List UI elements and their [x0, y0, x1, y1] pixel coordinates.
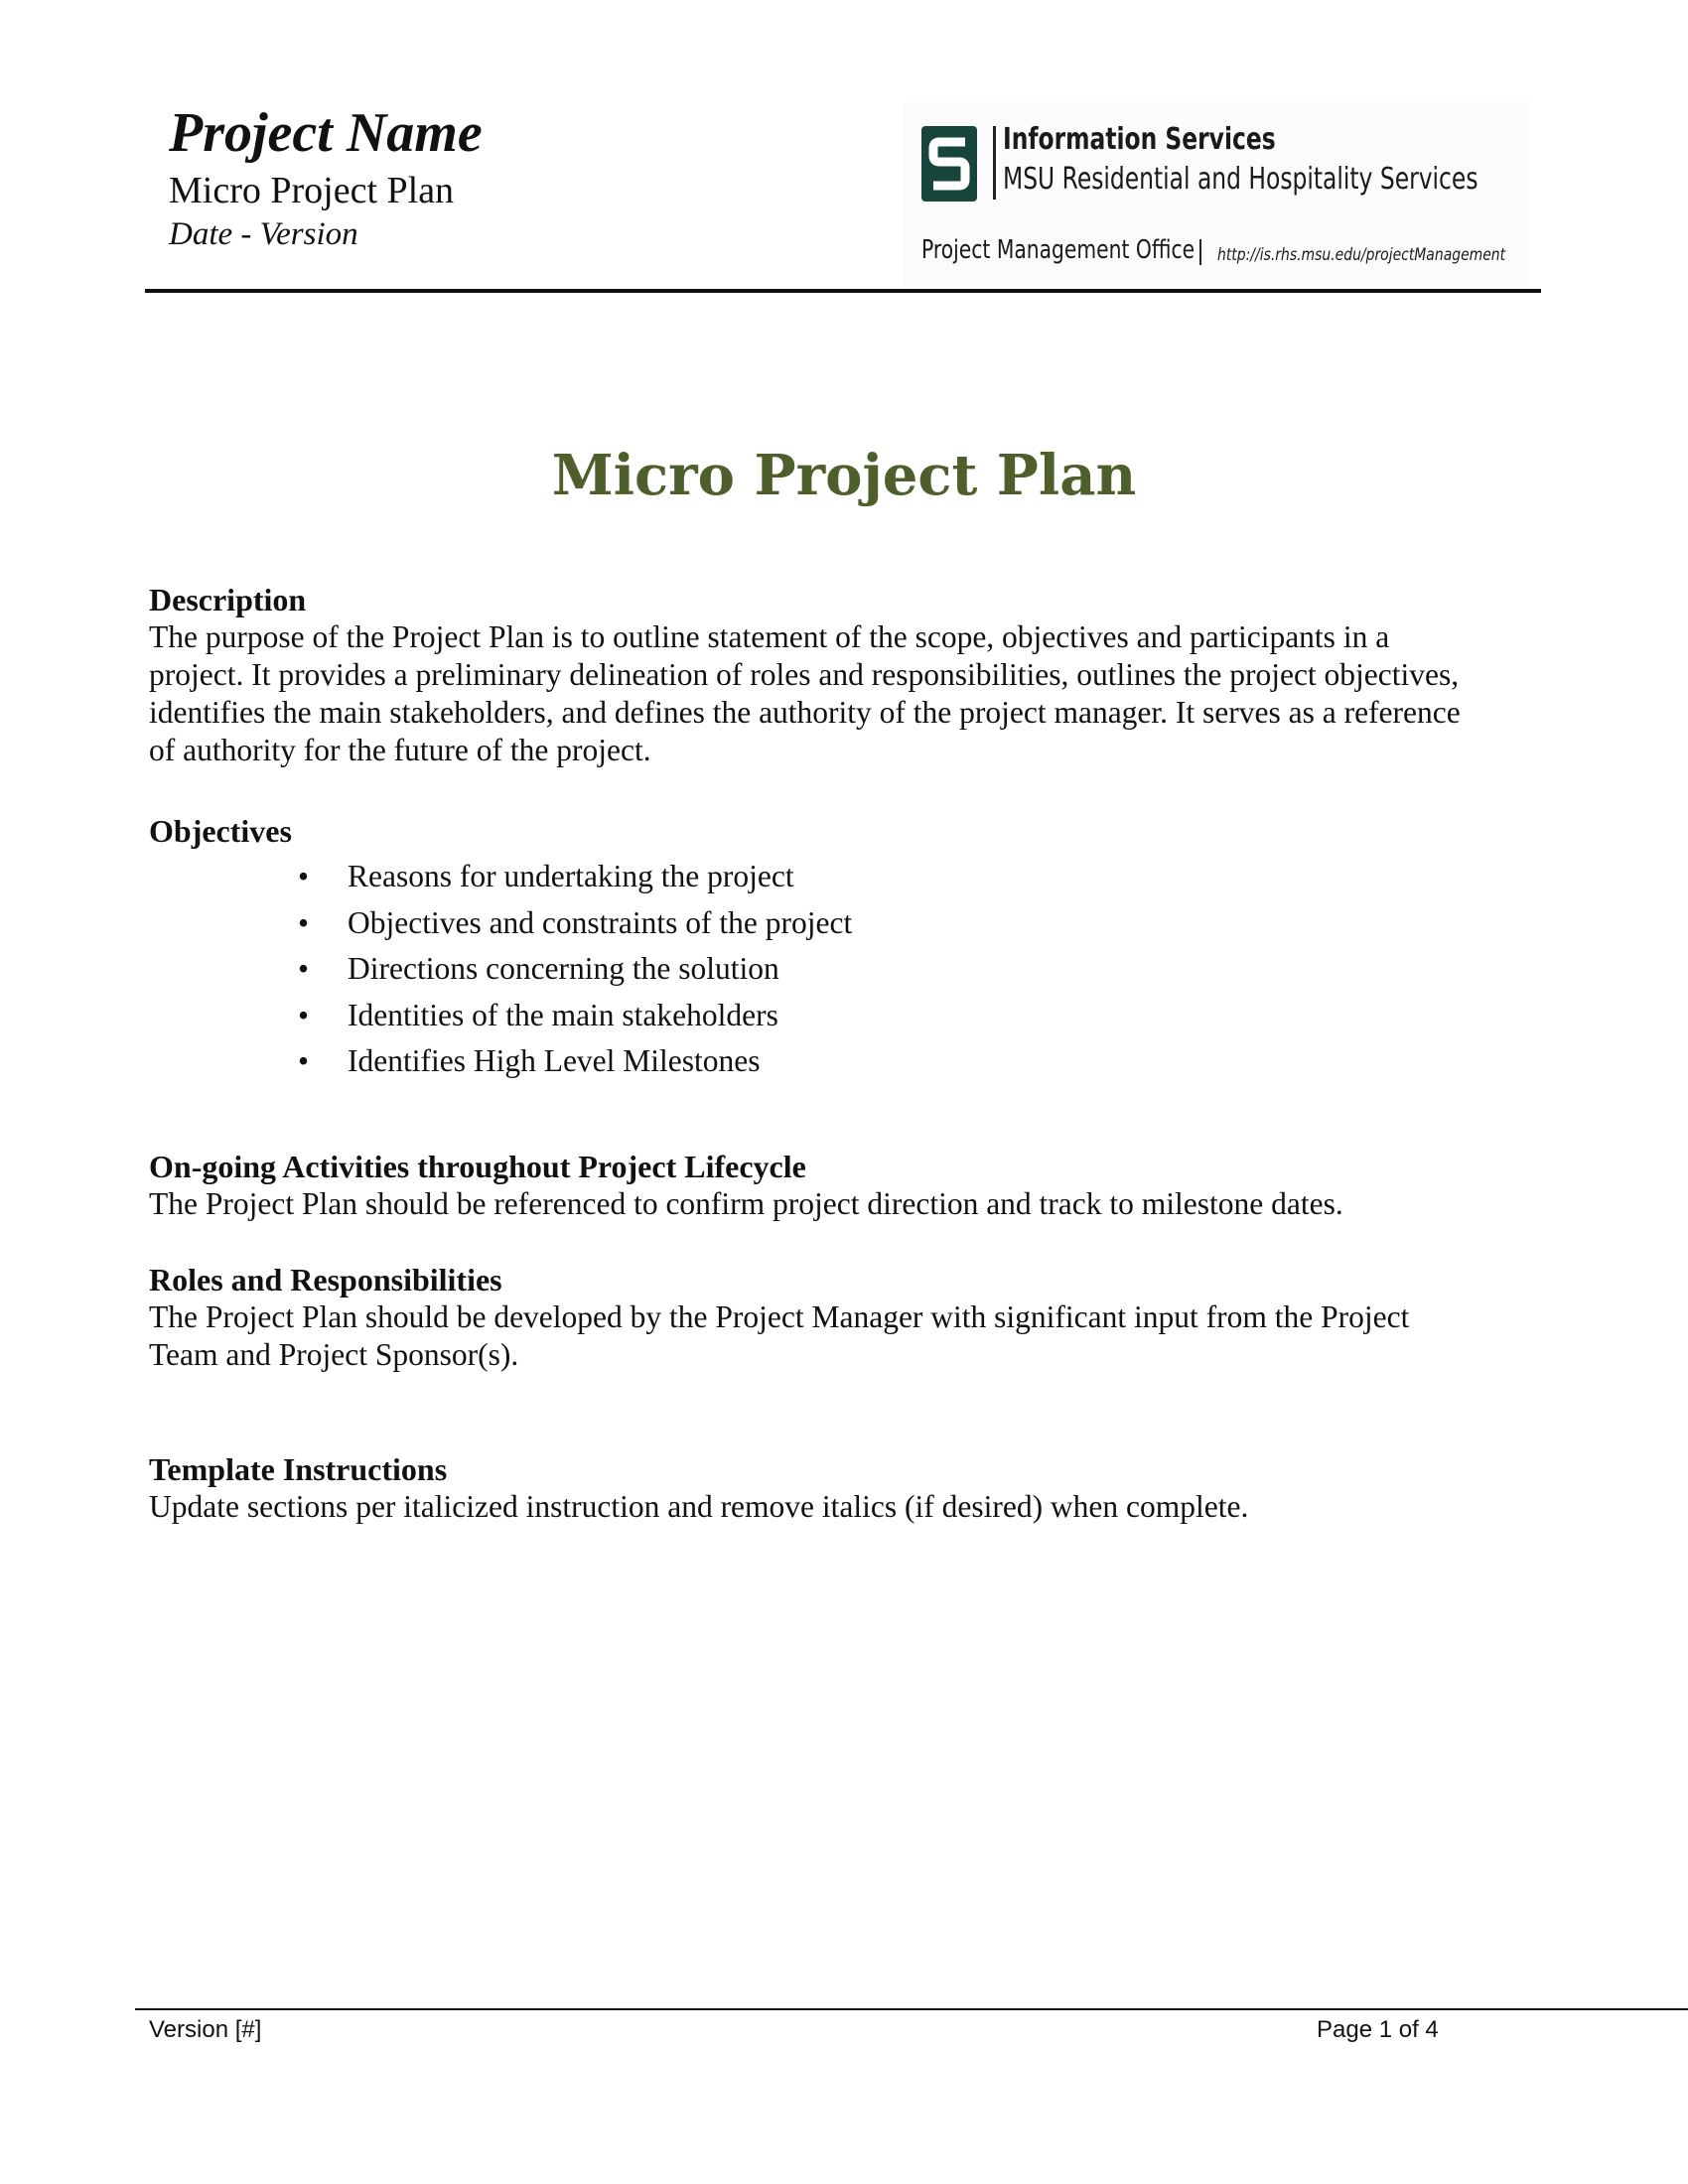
template-heading: Template Instructions — [149, 1451, 448, 1487]
bullet-icon: • — [298, 859, 310, 893]
description-line: identifies the main stakeholders, and defines the authority of the project manager. It serves as a reference — [149, 695, 1461, 730]
objectives-list — [149, 854, 1549, 1085]
ongoing-heading: On-going Activities throughout Project Lifecycle — [149, 1149, 806, 1184]
list-item-text: Identities of the main stakeholders — [348, 997, 778, 1032]
list-item — [149, 900, 1549, 947]
description-line: of authority for the future of the project. — [149, 733, 651, 767]
project-name: Project Name — [169, 102, 483, 164]
logo-divider — [993, 126, 996, 200]
footer-rule — [135, 2008, 1688, 2010]
list-item — [149, 993, 1549, 1039]
org-logo-block — [904, 102, 1529, 286]
list-item-text: Objectives and constraints of the project — [348, 904, 853, 940]
template-section — [149, 1450, 1549, 1526]
logo-org-subname: MSU Residential and Hospitality Services — [1003, 162, 1478, 197]
roles-section — [149, 1261, 1549, 1374]
roles-line: The Project Plan should be developed by the Project Manager with significant input from the Project — [149, 1299, 1410, 1334]
objectives-section — [149, 812, 1549, 1085]
list-item — [149, 854, 1549, 900]
roles-line: Team and Project Sponsor(s). — [149, 1337, 519, 1372]
description-section — [149, 581, 1549, 769]
date-version: Date - Version — [169, 216, 358, 252]
bullet-icon: • — [298, 1043, 310, 1078]
footer-page-number: Page 1 of 4 — [1317, 2016, 1439, 2043]
list-item-text: Identifies High Level Milestones — [348, 1043, 761, 1078]
document-header — [169, 101, 483, 254]
logo-office-name: Project Management Office — [921, 235, 1196, 265]
description-line: The purpose of the Project Plan is to outline statement of the scope, objectives and participants in a — [149, 619, 1390, 654]
template-line: Update sections per italicized instruction and remove italics (if desired) when complete. — [149, 1489, 1249, 1524]
list-item — [149, 946, 1549, 993]
bullet-icon: • — [298, 904, 310, 940]
objectives-heading: Objectives — [149, 813, 292, 849]
logo-separator — [1199, 239, 1201, 265]
list-item — [149, 1038, 1549, 1085]
description-heading: Description — [149, 582, 307, 617]
header-rule — [145, 289, 1541, 293]
footer-version: Version [#] — [149, 2016, 262, 2043]
header-subtitle: Micro Project Plan — [169, 170, 455, 211]
bullet-icon: • — [298, 997, 310, 1032]
ongoing-line: The Project Plan should be referenced to confirm project direction and track to milestone dates. — [149, 1186, 1343, 1221]
logo-org-name: Information Services — [1003, 122, 1276, 157]
ongoing-section — [149, 1148, 1549, 1223]
bullet-icon: • — [298, 951, 310, 986]
logo-url-link[interactable]: http://is.rhs.msu.edu/projectManagement — [1217, 245, 1506, 265]
roles-heading: Roles and Responsibilities — [149, 1262, 502, 1297]
list-item-text: Reasons for undertaking the project — [348, 859, 794, 893]
msu-s-logo-icon — [921, 126, 977, 202]
description-line: project. It provides a preliminary delineation of roles and responsibilities, outlines the project objectives, — [149, 657, 1460, 692]
list-item-text: Directions concerning the solution — [348, 951, 779, 986]
document-title: Micro Project Plan — [551, 443, 1137, 508]
